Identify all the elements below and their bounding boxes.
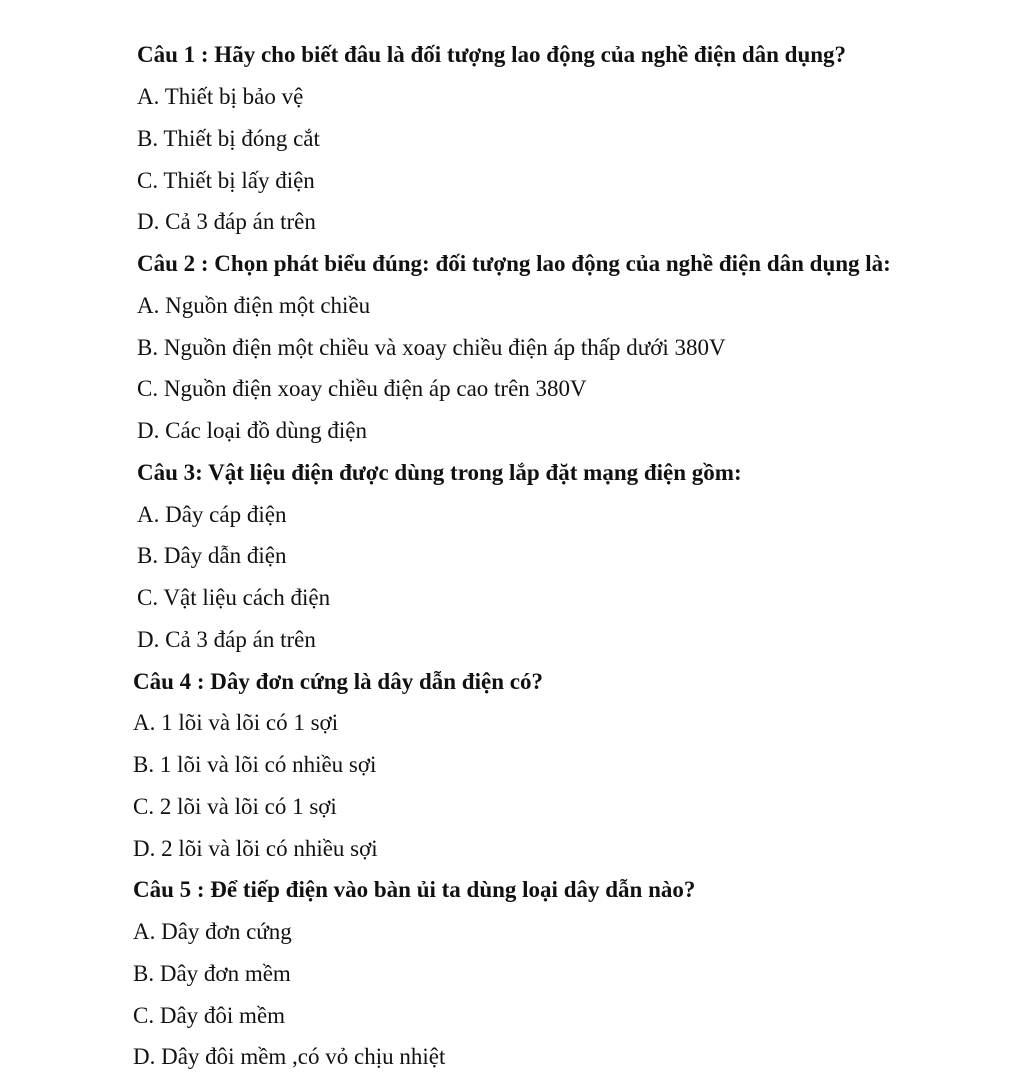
question-2-option-d: D. Các loại đồ dùng điện <box>137 418 367 443</box>
question-3-title: Câu 3: Vật liệu điện được dùng trong lắp đặt mạng điện gồm: <box>137 460 742 485</box>
question-4-option-d: D. 2 lõi và lõi có nhiều sợi <box>133 836 378 861</box>
question-5-option-b: B. Dây đơn mềm <box>133 961 291 986</box>
question-4-option-b: B. 1 lõi và lõi có nhiều sợi <box>133 752 377 777</box>
question-5-option-a: A. Dây đơn cứng <box>133 919 292 944</box>
question-2-option-a: A. Nguồn điện một chiều <box>137 293 371 318</box>
question-1-option-c: C. Thiết bị lấy điện <box>137 168 315 193</box>
question-3-option-c: C. Vật liệu cách điện <box>137 585 331 610</box>
question-4-title: Câu 4 : Dây đơn cứng là dây dẫn điện có? <box>133 669 543 694</box>
question-5-title: Câu 5 : Để tiếp điện vào bàn ủi ta dùng loại dây dẫn nào? <box>133 877 696 902</box>
question-3-option-a: A. Dây cáp điện <box>137 502 287 527</box>
question-2-option-c: C. Nguồn điện xoay chiều điện áp cao trên 380V <box>137 376 587 401</box>
question-1-option-b: B. Thiết bị đóng cắt <box>137 126 320 151</box>
question-2-title: Câu 2 : Chọn phát biểu đúng: đối tượng lao động của nghề điện dân dụng là: <box>137 251 891 276</box>
question-3-option-d: D. Cả 3 đáp án trên <box>137 627 316 652</box>
question-4-option-a: A. 1 lõi và lõi có 1 sợi <box>133 710 339 735</box>
question-1-option-a: A. Thiết bị bảo vệ <box>137 84 304 109</box>
question-3-option-b: B. Dây dẫn điện <box>137 543 287 568</box>
question-2-option-b: B. Nguồn điện một chiều và xoay chiều điện áp thấp dưới 380V <box>137 335 726 360</box>
question-1-title: Câu 1 : Hãy cho biết đâu là đối tượng lao động của nghề điện dân dụng? <box>137 42 847 67</box>
question-4-option-c: C. 2 lõi và lõi có 1 sợi <box>133 794 337 819</box>
question-1-option-d: D. Cả 3 đáp án trên <box>137 209 316 234</box>
question-5-option-d: D. Dây đôi mềm ,có vỏ chịu nhiệt <box>133 1044 446 1069</box>
question-5-option-c: C. Dây đôi mềm <box>133 1003 286 1028</box>
